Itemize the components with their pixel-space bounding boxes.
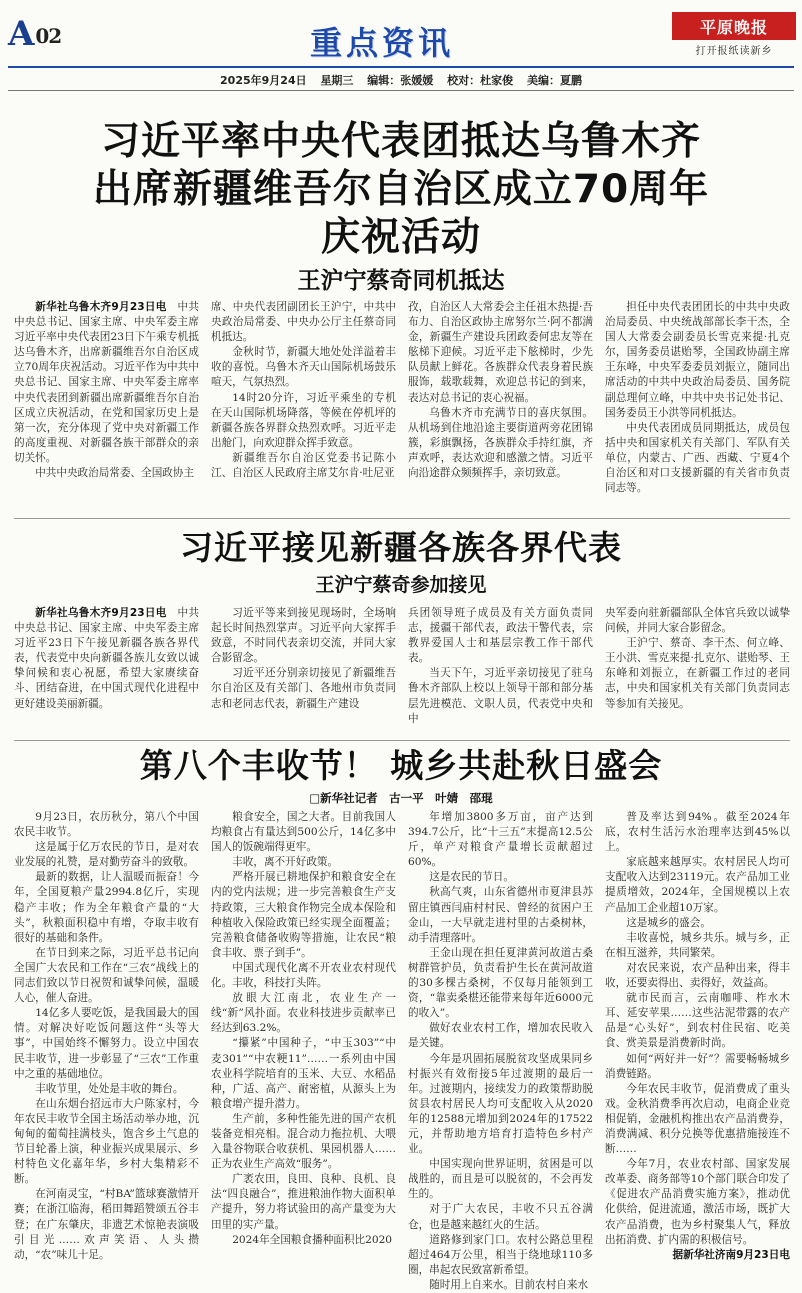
article1-para: 担任中央代表团团长的中共中央政治局委员、中央统战部部长李干杰，全国人大常委会副委员长雪克来提·扎克尔，国务委员谌贻琴，全国政协副主席王东峰，中央军委委员刘振立，随同出席活动的中共中央政治局委员、国务院副总理何立峰，中共中央书记处书记、国务委员王小洪等同机抵达。 bbox=[605, 301, 790, 419]
article1-para: 孜，自治区人大常委会主任祖木热提·吾布力、自治区政协主席努尔兰·阿不都满金，新疆生产建设兵团政委何忠友等在舷梯下迎候。习近平走下舷梯时，少先队员献上鲜花。各族群众代表身着民族服饰，载歌载舞，欢迎总书记的到来，表达对总书记的衷心祝福。 bbox=[408, 301, 593, 404]
article1-para: 新疆维吾尔自治区党委书记陈小江、自治区人民政府主席艾尔肯·吐尼亚 bbox=[211, 451, 396, 480]
article1-para: 中央代表团成员同期抵达，成员包括中央和国家机关有关部门、军队有关单位，内蒙古、广西、西藏、宁夏4个自治区和对口支援新疆的有关省市负责同志等。 bbox=[605, 421, 790, 495]
article3-para: “攥紧”中国种子，“中玉303”“中麦301”“中农粳11”……一系列由中国农业科学院培育的玉米、大豆、水稻品种，广适、高产、耐密植，从源头上为粮食增产提升潜力。 bbox=[211, 1037, 396, 1110]
dateline-rule bbox=[8, 90, 794, 91]
article1-headline-line1: 习近平率中央代表团抵达乌鲁木齐 bbox=[100, 119, 701, 164]
weekday: 星期三 bbox=[320, 74, 354, 87]
article3-para: 今年是巩固拓展脱贫攻坚成果同乡村振兴有效衔接5年过渡期的最后一年。过渡期内，接续发力的政策帮助脱贫县农村居民人均可支配收入从2020年的12588元增加到2024年的17522元，并帮助地方培育打造特色乡村产业。 bbox=[408, 1052, 593, 1156]
article1-col3 bbox=[408, 300, 593, 506]
article1-para: 中共中央总书记、国家主席、中央军委主席习近平率中央代表团23日下午乘专机抵达乌鲁木齐，出席新疆维吾尔自治区成立70周年庆祝活动。习近平作为中共中央总书记、国家主席、中央军委主席率中央代表团到新疆出席新疆维吾尔自治区成立庆祝活动，在党和国家历史上是第一次，充分体现了党中央对新疆工作的高度重视、对新疆各族干部群众的亲切关怀。 bbox=[14, 301, 200, 464]
article3-para: 今年农民丰收节，促消费成了重头戏。金秋消费季再次启动，电商企业竞相促销，金融机构推出农产品消费券，消费满减、积分兑换等优惠措施接连不断…… bbox=[605, 1082, 790, 1156]
article3-para: 对于广大农民，丰收不只五谷满仓，也是越来越红火的生活。 bbox=[408, 1203, 593, 1231]
article1-headline[interactable] bbox=[0, 118, 802, 262]
article2-para: 兵团领导班子成员及有关方面负责同志，援疆干部代表，政法干警代表，宗教界爱国人士和基层宗教工作干部代表。 bbox=[408, 607, 593, 665]
article2-para: 中共中央总书记、国家主席、中央军委主席习近平23日下午接见新疆各族各界代表，代表党中央向新疆各族儿女致以诚挚问候和衷心祝愿，希望大家赓续奋斗、团结奋进，在中国式现代化进程中更好建设美丽新疆。 bbox=[14, 607, 200, 710]
article2-para: 央军委向驻新疆部队全体官兵致以诚挚问候，并同大家合影留念。 bbox=[605, 607, 790, 635]
dateline bbox=[0, 72, 802, 88]
article3-col4 bbox=[605, 810, 790, 1261]
article3-para: 就市民而言，云南咖啡、柞水木耳、延安苹果……这些沾泥带露的农产品是“心头好”，到农村住民宿、吃美食、赏美景是消费新时尚。 bbox=[605, 992, 790, 1050]
article3-para: 粮食安全，国之大者。目前我国人均粮食占有量达到500公斤，14亿多中国人的饭碗端得更牢。 bbox=[211, 811, 396, 854]
article2-col4 bbox=[605, 606, 790, 734]
article3-para: 丰收喜悦，城乡共乐。城与乡，正在相互滋养，共同繁荣。 bbox=[605, 931, 790, 959]
article3-para: 丰收，离不开好政策。 bbox=[232, 856, 339, 869]
article1-col1 bbox=[14, 300, 199, 506]
article1-col4 bbox=[605, 300, 790, 506]
article1-col2 bbox=[211, 300, 396, 506]
article3-para: 今年7月，农业农村部、国家发展改革委、商务部等10个部门联合印发了《促进农产品消费实施方案》，推动优化供给，促进流通，激活市场，既扩大农产品消费，也为乡村聚集人气，释放出拓消费、扩内需的积极信号。 bbox=[605, 1158, 790, 1246]
proof-credit: 校对：杜家俊 bbox=[447, 74, 514, 87]
article2-col3 bbox=[408, 606, 593, 734]
article3-para: 普及率达到94%。截至2024年底，农村生活污水治理率达到45%以上。 bbox=[605, 811, 790, 854]
article3-para: 秋高气爽，山东省德州市夏津县苏留庄镇西闫庙村村民、曾经的贫困户王金山，一大早就走进村里的古桑树林，动手清理落叶。 bbox=[408, 886, 593, 944]
article2-col2 bbox=[211, 606, 396, 734]
article3-para: 对农民来说，农产品种出来，得丰收，还要卖得出、卖得好，效益高。 bbox=[605, 961, 790, 990]
article3-para: 家底越来越厚实。农村居民人均可支配收入达到23119元。农产品加工业提质增效，2024年，全国规模以上农产品加工企业超10万家。 bbox=[605, 856, 790, 914]
article3-para: 生产前，多种性能先进的国产农机装备竞相亮相。混合动力拖拉机、大喂入量谷物联合收获机、果园机器人……正为农业生产高效“服务”。 bbox=[211, 1112, 396, 1171]
article3-para: 随时用上自来水。目前农村自来水 bbox=[429, 1278, 589, 1291]
article2-headline[interactable]: 习近平接见新疆各族各界代表 bbox=[180, 528, 622, 567]
article3-endline: 据新华社济南9月23日电 bbox=[672, 1248, 790, 1261]
article3-para: 9月23日，农历秋分，第八个中国农民丰收节。 bbox=[14, 811, 199, 839]
article2-col1 bbox=[14, 606, 199, 734]
article3-para: 2024年全国粮食播种面积比2020 bbox=[232, 1233, 393, 1246]
article1-para: 14时20分许，习近平乘坐的专机在天山国际机场降落，等候在停机坪的新疆各族各界群众热烈欢呼。习近平走出舱门，向欢迎群众挥手致意。 bbox=[211, 391, 396, 449]
article3-para: 14亿多人要吃饭，是我国最大的国情。对解决好吃饭问题这件“头等大事”，中国始终不懈努力。设立中国农民丰收节，进一步彰显了“三农”工作重中之重的基础地位。 bbox=[14, 1007, 199, 1080]
section-title: 重点资讯 bbox=[310, 24, 455, 62]
article3-para: 年增加3800多万亩，亩产达到394.7公斤，比“十三五”末提高12.5公斤，单产对粮食产量增长贡献超过60%。 bbox=[408, 811, 593, 869]
article1-para: 中共中央政治局常委、全国政协主 bbox=[35, 467, 195, 480]
article1-para: 乌鲁木齐市充满节日的喜庆氛围。从机场到住地沿途主要街道两旁花团锦簇，彩旗飘扬，各族群众手持红旗，齐声欢呼，表达欢迎和感激之情。习近平向沿途群众频频挥手，亲切致意。 bbox=[408, 406, 593, 480]
page-number-digits: 02 bbox=[35, 24, 62, 48]
article1-headline-line2: 出席新疆维吾尔自治区成立70周年 bbox=[92, 167, 710, 212]
article3-para: 在山东烟台招远市大户陈家村，今年农民丰收节全国主场活动举办地，沉甸甸的葡萄挂满枝头，饱含乡土气息的节目轮番上演，种业振兴成果展示、乡村特色文化嘉年华，乡村大集精彩不断。 bbox=[14, 1097, 199, 1186]
article1-headline-line3: 庆祝活动 bbox=[320, 215, 481, 260]
article3-col2 bbox=[211, 810, 396, 1246]
article1-para: 金秋时节，新疆大地处处洋溢着丰收的喜悦。乌鲁木齐天山国际机场鼓乐喧天，气氛热烈。 bbox=[211, 346, 396, 389]
logo-badge: 平原晚报 bbox=[672, 12, 796, 40]
article2-lead: 新华社乌鲁木齐9月23日电 bbox=[35, 607, 167, 619]
newspaper-logo[interactable] bbox=[672, 12, 796, 58]
article3-para: 这是城乡的盛会。 bbox=[626, 916, 711, 929]
article3-byline: □新华社记者 古一平 叶婧 邵琨 bbox=[309, 791, 493, 805]
article3-headline[interactable]: 第八个丰收节！ 城乡共赴秋日盛会 bbox=[139, 746, 663, 785]
article3-para: 这是农民的节日。 bbox=[429, 871, 514, 884]
article-divider bbox=[14, 518, 790, 519]
header-rule bbox=[8, 66, 794, 68]
article3-para: 在节日到来之际，习近平总书记向全国广大农民和工作在“三农”战线上的同志们致以节日祝贺和诚挚问候，温暖人心，催人奋进。 bbox=[14, 946, 199, 1005]
article2-subhead: 王沪宁蔡奇参加接见 bbox=[315, 574, 487, 596]
article1-lead: 新华社乌鲁木齐9月23日电 bbox=[35, 301, 167, 313]
masthead bbox=[0, 0, 802, 68]
issue-date: 2025年9月24日 bbox=[220, 74, 307, 87]
article3-para: 中国式现代化离不开农业农村现代化。丰收，科技打头阵。 bbox=[211, 961, 396, 990]
article3-para: 在河南灵宝，“村BA”篮球赛激情开赛；在浙江临海，稻田舞蹈赞颂五谷丰登；在广东肇庆，非遗艺术惊艳表演吸引目光……欢声笑语、人头攒动，“农”味儿十足。 bbox=[14, 1188, 199, 1261]
article3-para: 广袤农田，良田、良种、良机、良法“四良融合”，推进粮油作物大面积单产提升，努力将试验田的高产量变为大田里的实产量。 bbox=[211, 1173, 396, 1231]
article1-subhead: 王沪宁蔡奇同机抵达 bbox=[297, 267, 505, 294]
article3-para: 这是属于亿万农民的节日，是对农业发展的礼赞，是对勤劳奋斗的致敬。 bbox=[14, 841, 199, 869]
article-divider bbox=[14, 740, 790, 741]
article3-para: 丰收节里，处处是丰收的舞台。 bbox=[35, 1082, 184, 1095]
article3-para: 放眼大江南北，农业生产一线“新”风扑面。农业科技进步贡献率已经达到63.2%。 bbox=[211, 992, 396, 1035]
article3-para: 严格开展已耕地保护和粮食安全在内的党内法规；进一步完善粮食生产支持政策，三大粮食作物完全成本保险和种植收入保险政策已经实现全面覆盖；完善粮食储备收购等措施，让农民“粮食丰收、票子到手”。 bbox=[211, 871, 396, 959]
article1-para: 席、中央代表团副团长王沪宁，中共中央政治局常委、中央办公厅主任蔡奇同机抵达。 bbox=[211, 301, 396, 344]
article3-para: 做好农业农村工作，增加农民收入是关键。 bbox=[408, 1022, 593, 1050]
article3-col1 bbox=[14, 810, 199, 1261]
art-credit: 美编：夏鹏 bbox=[526, 74, 582, 87]
article2-para: 当天下午，习近平亲切接见了驻乌鲁木齐部队上校以上领导干部和部分基层先进模范、文职人员，代表党中央和中 bbox=[408, 667, 593, 725]
logo-slogan: 打开报纸读新乡 bbox=[695, 46, 773, 57]
article3-para: 如何“两好并一好”？需要畅畅城乡消费链路。 bbox=[605, 1052, 790, 1080]
article2-para: 王沪宁、蔡奇、李干杰、何立峰、王小洪、雪克来提·扎克尔、谌贻琴、王东峰和刘振立，在新疆工作过的老同志，中央和国家机关有关部门负责同志等参加有关接见。 bbox=[605, 637, 790, 710]
page-number: A 02 bbox=[8, 14, 62, 54]
editor-credit: 编辑：张媛媛 bbox=[367, 74, 434, 87]
article1-body bbox=[14, 300, 790, 506]
article3-body bbox=[14, 810, 790, 1291]
article3-para: 道路修到家门口。农村公路总里程超过464万公里，相当于绕地球110多圈，串起农民致富新希望。 bbox=[408, 1233, 593, 1276]
article3-para: 最新的数据，让人温暖而振奋！今年，全国夏粮产量2994.8亿斤，实现稳产丰收；作为全年粮食产量的“大头”，秋粮面积稳中有增，夺取丰收有很好的基础和条件。 bbox=[14, 871, 199, 944]
article3-para: 中国实现向世界证明，贫困是可以战胜的，而且是可以脱贫的，不会再发生的。 bbox=[408, 1158, 593, 1201]
article3-para: 王金山现在担任夏津黄河故道古桑树群管护员，负责看护生长在黄河故道的30多棵古桑树，不仅每月能领到工资，“靠卖桑椹还能带来每年近6000元的收入”。 bbox=[408, 946, 593, 1020]
article2-body bbox=[14, 606, 790, 734]
article2-para: 习近平还分别亲切接见了新疆维吾尔自治区及有关部门、各地州市负责同志和老同志代表，新疆生产建设 bbox=[211, 667, 396, 710]
article3-col3 bbox=[408, 810, 593, 1291]
article2-para: 习近平等来到接见现场时，全场响起长时间热烈掌声。习近平向大家挥手致意，不时同代表亲切交流，并同大家合影留念。 bbox=[211, 607, 396, 665]
